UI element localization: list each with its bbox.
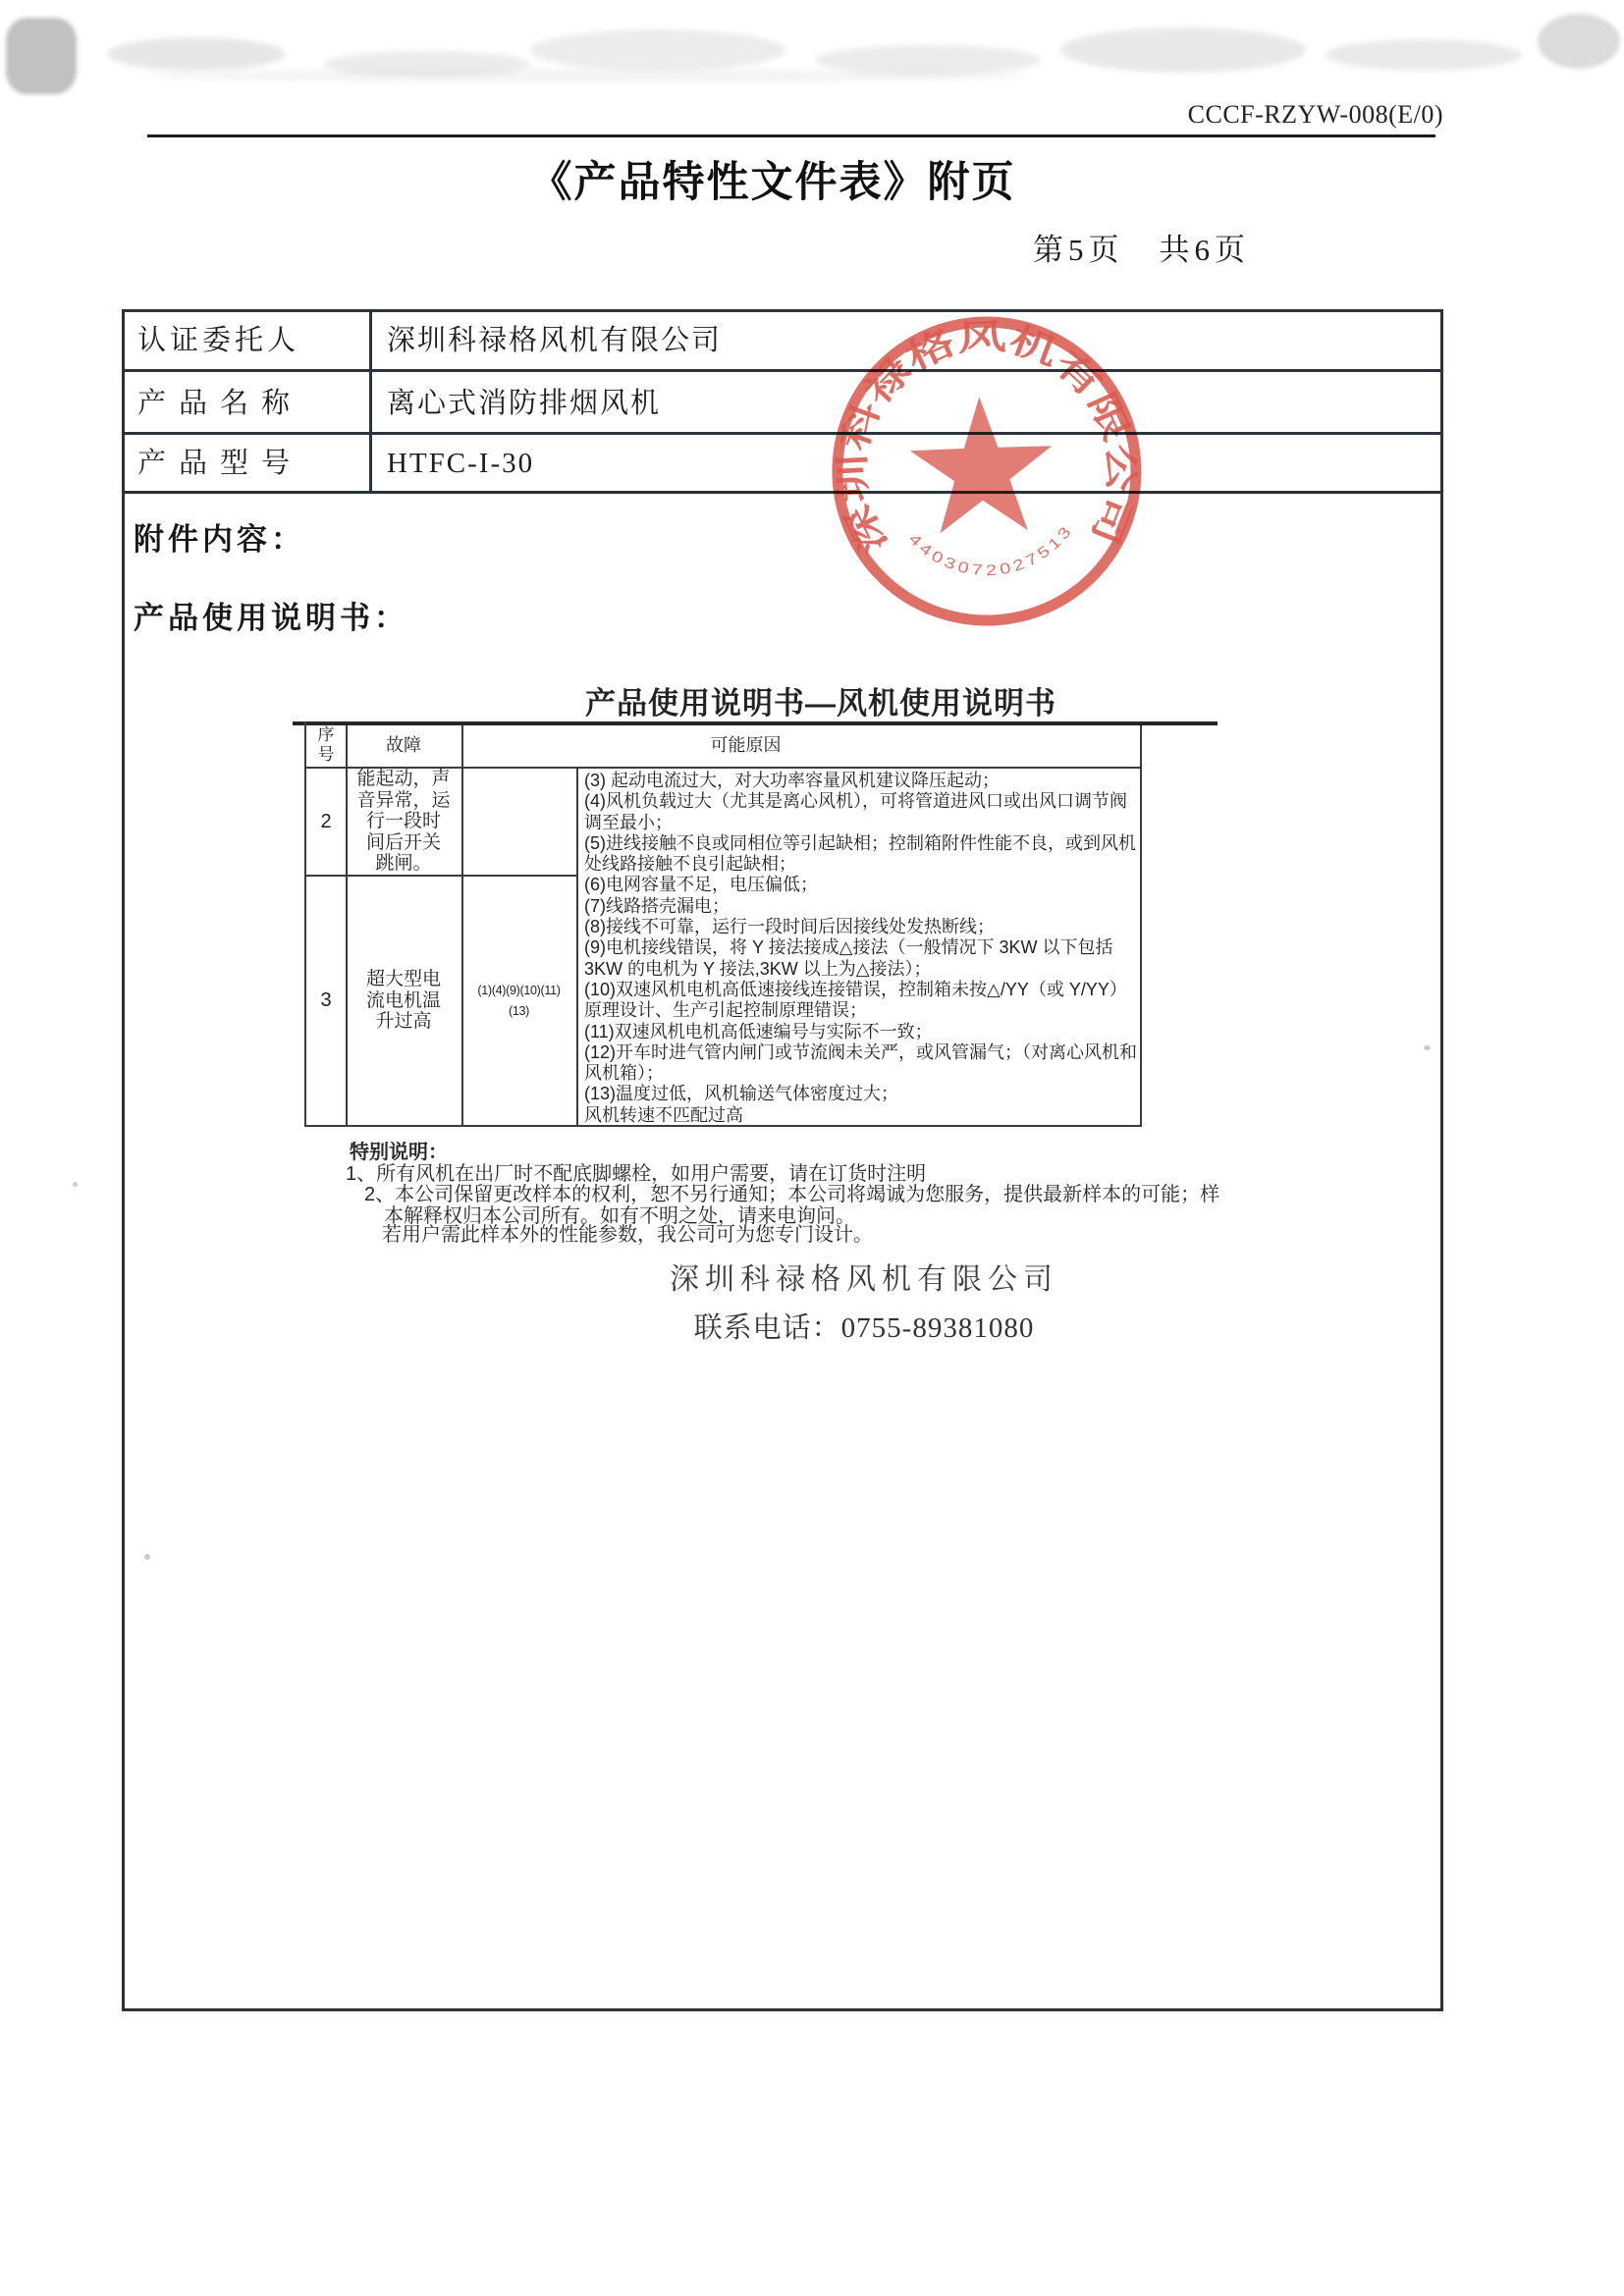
cause-item: (7)线路搭壳漏电； — [584, 895, 730, 916]
col-header-fault: 故障 — [386, 735, 421, 755]
header-rule — [147, 134, 1435, 137]
fault-cell — [346, 877, 461, 1125]
page-number: 第5页 共6页 — [1033, 233, 1250, 267]
cause-item: (11)双速风机电机高低速编号与实际不一致； — [584, 1021, 933, 1041]
info-table-line — [122, 369, 1443, 372]
fault-line: 行一段时 — [365, 811, 441, 832]
row-seq: 3 — [320, 989, 332, 1011]
cause-item: (3) 起动电流过大，对大功率容量风机建议降压起动； — [584, 771, 1000, 790]
company-stamp — [802, 285, 1174, 663]
ref-line: (13) — [508, 1003, 530, 1018]
col-header-cause-label: 可能原因 — [710, 735, 782, 755]
cause-item: (13)温度过低，风机输送气体密度过大； — [584, 1084, 899, 1104]
cause-item: (4)风机负载过大（尤其是离心风机），可将管道进风口或出风口调节阀调至最小； — [584, 791, 1127, 832]
cause-item: (8)接线不可靠，运行一段时间后因接线处发热断线； — [584, 917, 995, 937]
attachment-content-label: 附件内容： — [134, 522, 305, 557]
scan-noise — [1326, 39, 1522, 71]
info-table-divider — [369, 309, 372, 494]
stamp-company-text: 深圳科禄格风机有限公司 — [832, 316, 1142, 561]
fault-line: 间后开关 — [365, 831, 441, 853]
info-value-applicant: 深圳科禄格风机有限公司 — [387, 325, 723, 356]
info-table-line — [122, 491, 1443, 494]
scan-noise — [147, 69, 1031, 82]
ref-line: (1)(4)(9)(10)(11) — [477, 983, 561, 997]
fault-line: 流电机温 — [365, 989, 441, 1011]
special-note-line: 2、本公司保留更改样本的权利，恕不另行通知；本公司将竭诚为您服务，提供最新样本的可能；样 — [364, 1184, 1220, 1205]
cause-item: (9)电机接线错误，将 Y 接法接成△接法（一般情况下 3KW 以下包括 3KW 的电机为 Y 接法,3KW 以上为△接法）； — [584, 937, 1113, 979]
fault-line: 超大型电 — [365, 969, 441, 990]
fault-line: 能起动，声 — [356, 769, 451, 790]
fault-line: 跳闸。 — [375, 853, 432, 875]
info-table-line — [122, 432, 1443, 435]
fault-table-title: 产品使用说明书—风机使用说明书 — [585, 686, 1056, 721]
info-value-product-name: 离心式消防排烟风机 — [387, 388, 662, 419]
col-header-seq — [306, 723, 346, 767]
cause-item: (10)双速风机电机高低速接线连接错误，控制箱未按△/YY（或 Y/YY）原理设计、生产引起控制原理错误； — [584, 979, 1127, 1021]
scan-speck — [73, 1182, 78, 1187]
fault-cell — [346, 769, 461, 875]
cause-item: (6)电网容量不足，电压偏低； — [584, 875, 818, 895]
svg-text:4403072027513 — [904, 520, 1078, 582]
special-note-line: 若用户需此样本外的性能参数，我公司可为您专门设计。 — [382, 1224, 873, 1246]
scan-noise — [1060, 27, 1306, 73]
cause-item: (5)进线接触不良或同相位等引起缺相；控制箱附件性能不良，或到风机处线路接触不良引起缺相； — [584, 832, 1136, 875]
special-note-line: 1、所有风机在出厂时不配底脚螺栓，如用户需要，请在订货时注明 — [346, 1163, 927, 1185]
cause-item: 风机转速不匹配过高 — [584, 1104, 743, 1125]
scan-noise — [530, 29, 785, 71]
scan-noise — [1538, 14, 1620, 69]
row-seq: 2 — [320, 810, 332, 832]
info-label-product-model: 产品型号 — [137, 448, 303, 479]
special-notes-heading: 特别说明： — [350, 1142, 448, 1163]
footer-company-name: 深圳科禄格风机有限公司 — [670, 1263, 1058, 1296]
info-value-product-model: HTFC-I-30 — [387, 448, 535, 479]
special-note-line: 本解释权归本公司所有。如有不明之处，请来电询问。 — [384, 1205, 855, 1227]
scan-noise — [108, 37, 285, 71]
ref-cell — [461, 877, 576, 1125]
page-title: 《产品特性文件表》附页 — [529, 159, 1016, 206]
stamp-star — [908, 395, 1055, 534]
info-label-product-name: 产品名称 — [137, 388, 303, 419]
col-header-cause — [461, 723, 1140, 767]
scan-smudge-corner — [6, 18, 77, 94]
footer-phone: 联系电话：0755-89381080 — [693, 1312, 1035, 1344]
cause-list — [578, 769, 1142, 1127]
fault-line: 音异常，运 — [356, 789, 451, 811]
cause-item: (12)开车时进气管内闸门或节流阀未关严，或风管漏气；（对离心风机和风机箱）； — [584, 1041, 1138, 1084]
col-header-seq-label: 序号 — [317, 725, 335, 764]
product-manual-label: 产品使用说明书： — [134, 601, 408, 635]
document-code: CCCF-RZYW-008(E/0) — [1187, 100, 1443, 129]
stamp-serial-number: 4403072027513 — [904, 523, 1075, 580]
fault-line: 升过高 — [375, 1011, 432, 1033]
info-label-applicant: 认证委托人 — [137, 325, 300, 356]
